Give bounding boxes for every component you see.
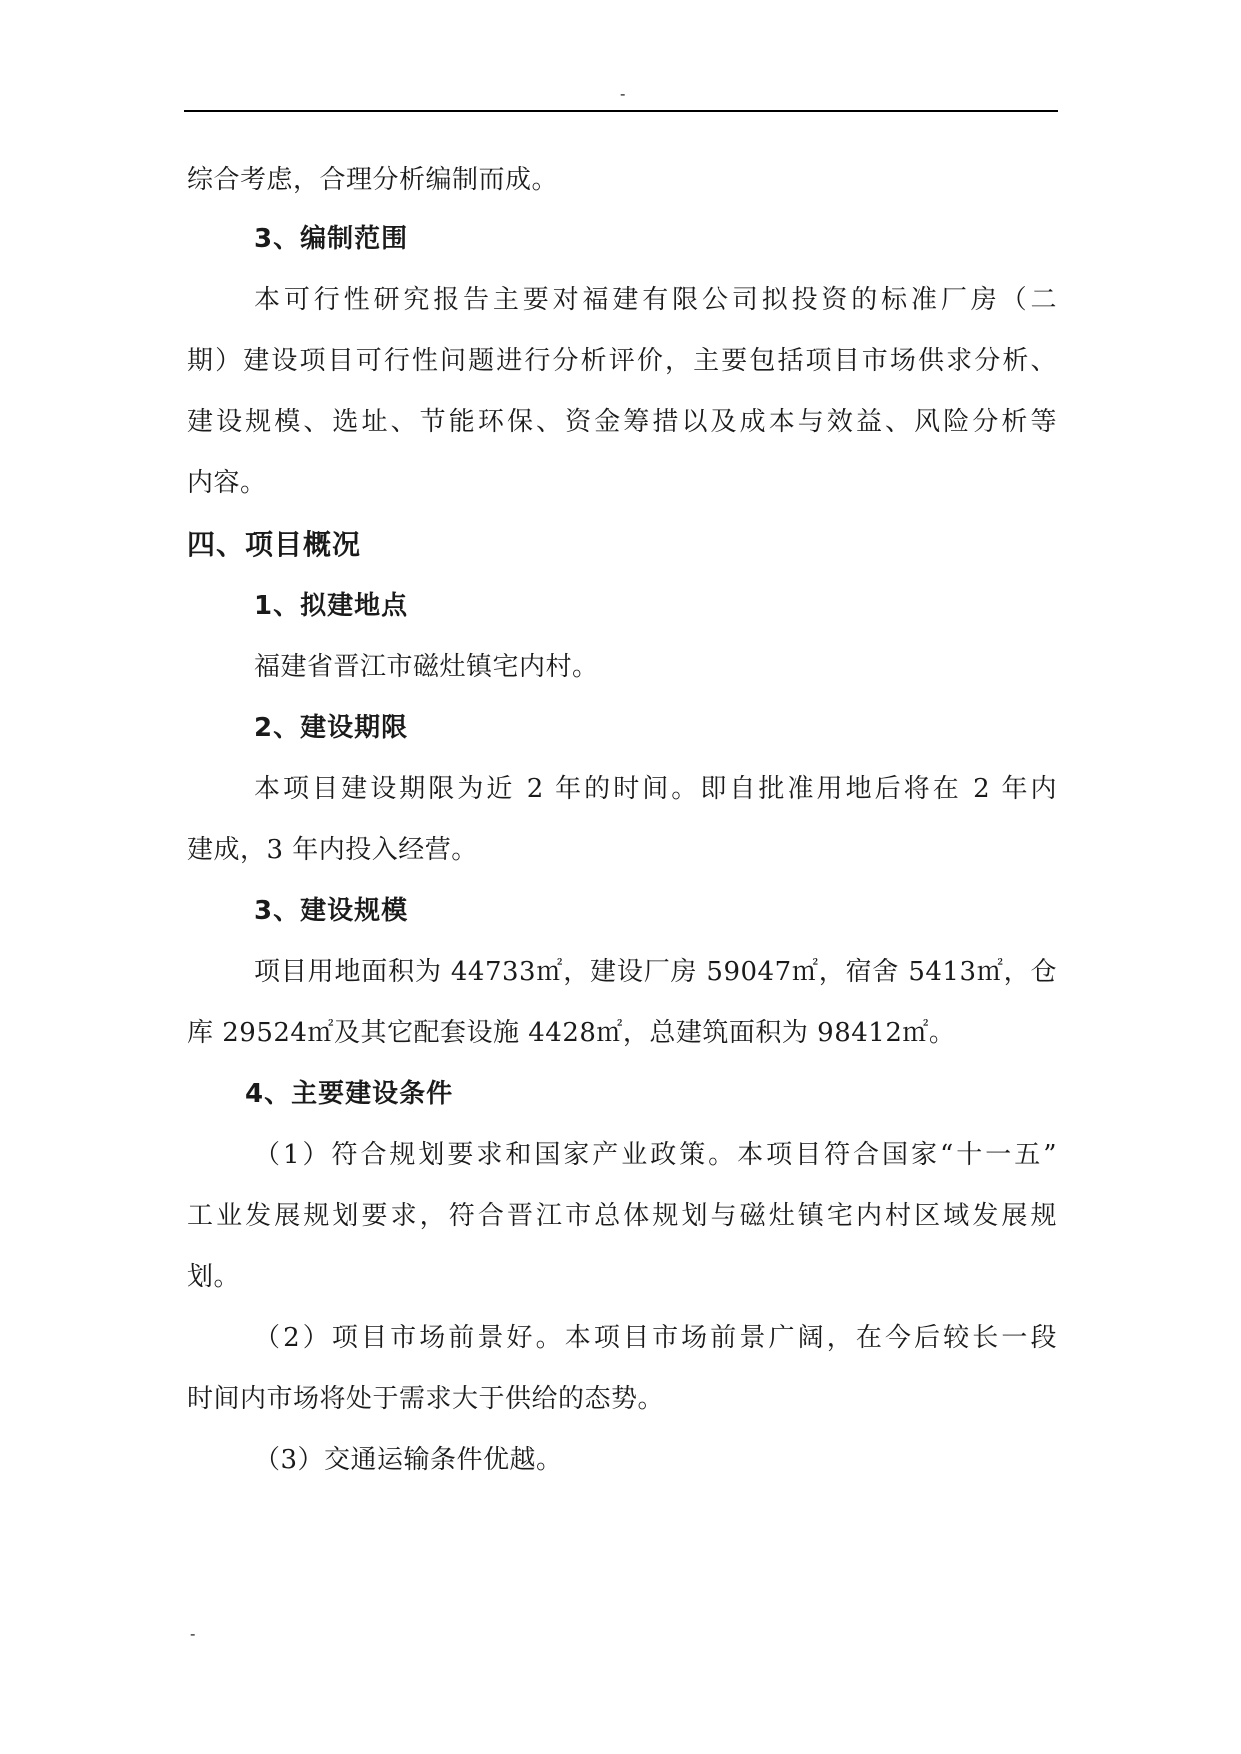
paragraph-line: 期）建设项目可行性问题进行分析评价，主要包括项目市场供求分析、 [187,346,1057,376]
paragraph-line: （1）符合规划要求和国家产业政策。本项目符合国家“十一五” [254,1140,1057,1170]
paragraph-line: 综合考虑，合理分析编制而成。 [187,165,559,195]
paragraph-line: 工业发展规划要求，符合晋江市总体规划与磁灶镇宅内村区域发展规 [187,1201,1057,1231]
paragraph-line: （2）项目市场前景好。本项目市场前景广阔，在今后较长一段 [254,1323,1057,1353]
section-heading-site: 1、拟建地点 [254,591,409,621]
paragraph-line: 内容。 [187,468,267,498]
paragraph-line: 本项目建设期限为近 2 年的时间。即自批准用地后将在 2 年内 [254,774,1057,804]
paragraph-line: 项目用地面积为 44733㎡，建设厂房 59047㎡，宿舍 5413㎡，仓 [254,957,1057,987]
paragraph-line: （3）交通运输条件优越。 [254,1445,563,1475]
paragraph-line: 库 29524㎡及其它配套设施 4428㎡，总建筑面积为 98412㎡。 [187,1018,956,1048]
section-heading-conditions: 4、主要建设条件 [245,1079,454,1109]
paragraph-line: 本可行性研究报告主要对福建有限公司拟投资的标准厂房（二 [254,285,1057,315]
section-heading-scope: 3、编制范围 [254,224,409,254]
section-heading-scale: 3、建设规模 [254,896,409,926]
section-heading-period: 2、建设期限 [254,713,409,743]
paragraph-line: 划。 [187,1262,241,1292]
paragraph-line: 建成，3 年内投入经营。 [187,835,478,865]
chapter-heading-overview: 四、项目概况 [187,528,362,561]
header-rule [184,110,1058,112]
page-header-mark: - [620,84,626,103]
paragraph-line: 福建省晋江市磁灶镇宅内村。 [254,652,599,682]
paragraph-line: 建设规模、选址、节能环保、资金筹措以及成本与效益、风险分析等 [187,407,1057,437]
paragraph-line: 时间内市场将处于需求大于供给的态势。 [187,1384,665,1414]
page-footer-mark: - [190,1624,196,1643]
